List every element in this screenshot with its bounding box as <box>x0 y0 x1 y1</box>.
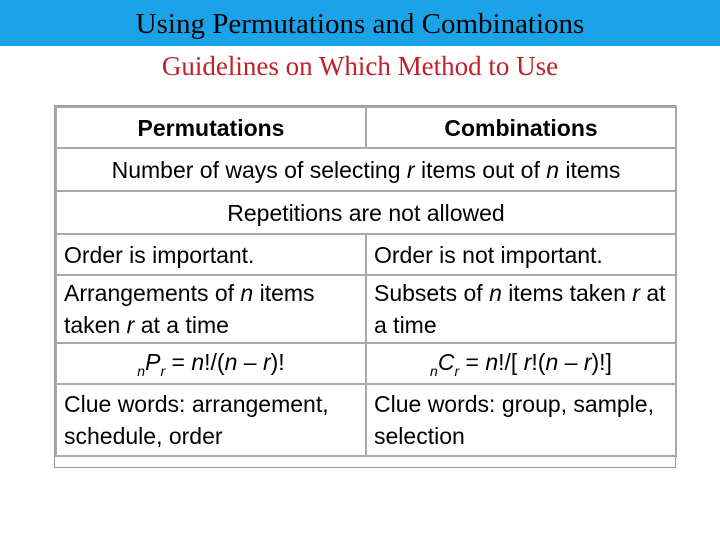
repetitions-cell: Repetitions are not allowed <box>56 191 676 234</box>
arrangements-permutations <box>56 275 366 343</box>
clue-combinations: Clue words: group, sample, selection <box>366 384 676 456</box>
subsets-combinations <box>366 275 676 343</box>
header-permutations: Permutations <box>56 107 366 148</box>
header-combinations: Combinations <box>366 107 676 148</box>
selecting-cell <box>56 148 676 191</box>
page-subtitle: Guidelines on Which Method to Use <box>161 51 559 81</box>
table-row <box>56 234 676 275</box>
table-row <box>56 275 676 343</box>
formula-combinations <box>366 343 676 384</box>
arrangements-text: Arrangements of n items taken r at a time <box>64 280 315 338</box>
header-row <box>56 107 676 148</box>
order-permutations: Order is important. <box>56 234 366 275</box>
clue-permutations: Clue words: arrangement, schedule, order <box>56 384 366 456</box>
table-row <box>56 343 676 384</box>
selecting-text: Number of ways of selecting r items out of n items <box>111 156 621 183</box>
formula-permutations <box>56 343 366 384</box>
order-combinations: Order is not important. <box>366 234 676 275</box>
table-row <box>56 148 676 191</box>
page-title: Using Permutations and Combinations <box>135 8 585 40</box>
formula-comb-text: $_nC_r = n!/$[ r!(n – r)!] <box>430 349 612 379</box>
table-row <box>56 191 676 234</box>
formula-perm-text: $_nP_r = n!/(n - r)$! <box>137 349 285 379</box>
table-row <box>56 384 676 456</box>
subsets-text: Subsets of n items taken r at a time <box>374 280 666 338</box>
comparison-table <box>54 105 676 468</box>
